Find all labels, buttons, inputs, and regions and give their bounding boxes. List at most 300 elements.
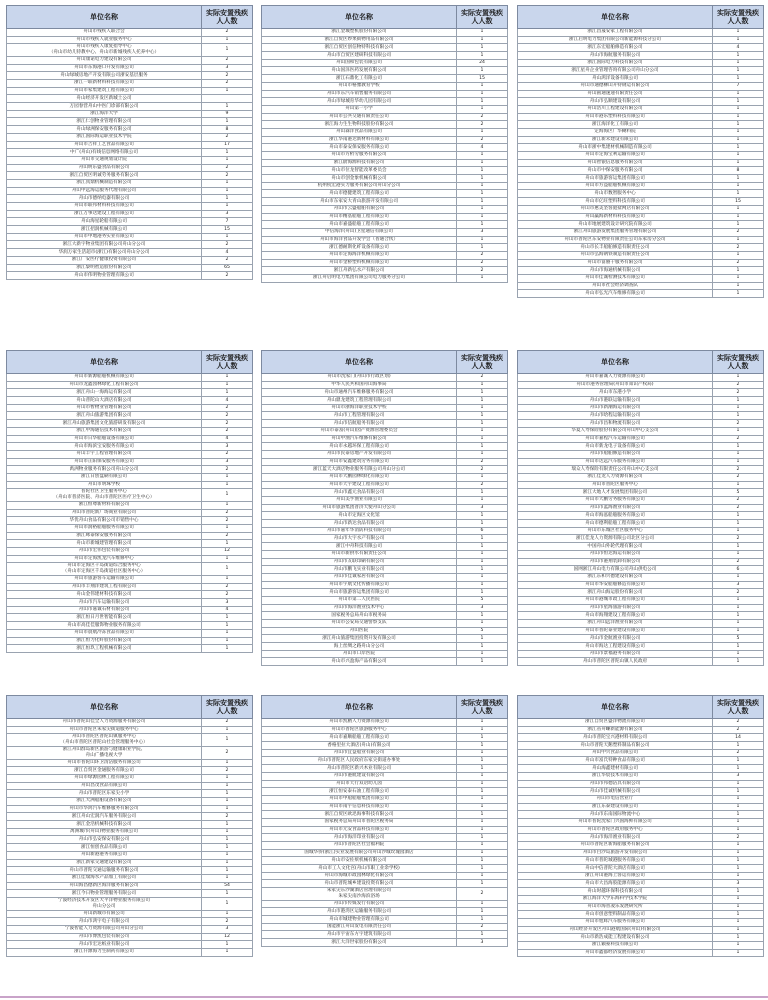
table-row — [7, 203, 253, 211]
table-row — [262, 236, 508, 244]
count-cell: 65 — [202, 264, 253, 272]
count-cell: 1 — [202, 910, 253, 918]
unit-name-cell: 舟山市普陀宝兴港材料有限公司 — [518, 734, 713, 742]
table-row — [7, 149, 253, 157]
table-row — [262, 527, 508, 535]
count-cell: 1 — [457, 52, 508, 60]
count-cell: 1 — [202, 759, 253, 767]
table-row — [7, 103, 253, 111]
unit-name-cell: 浙江恒安泰石油工程有限公司 — [262, 788, 457, 796]
column-header-unit-name: 单位名称 — [7, 696, 202, 719]
count-cell: 2 — [713, 497, 764, 505]
table-row — [518, 842, 764, 850]
table-row — [518, 404, 764, 412]
table-row — [262, 795, 508, 803]
count-cell: 1 — [202, 782, 253, 790]
count-cell: 1 — [202, 844, 253, 852]
count-cell: 1 — [713, 857, 764, 865]
count-cell: 2 — [713, 381, 764, 389]
count-cell: 1 — [457, 908, 508, 916]
table-row — [7, 606, 253, 614]
count-cell: 1 — [713, 573, 764, 581]
count-cell: 1 — [457, 397, 508, 405]
table-row — [262, 742, 508, 750]
count-cell: 1 — [713, 818, 764, 826]
count-cell: 1 — [202, 576, 253, 584]
count-cell: 3 — [202, 599, 253, 607]
unit-name-cell: 舟山市海航服务有限公司 — [518, 52, 713, 60]
unit-name-cell: 浙江舟山旅游集团文化旅游研发有限公司 — [7, 420, 202, 428]
count-cell: 1 — [713, 842, 764, 850]
table-row — [262, 589, 508, 597]
table-row — [518, 128, 764, 136]
unit-name-cell: 舟山市绿城育华幼儿园有限公司 — [262, 98, 457, 106]
table-row — [518, 734, 764, 742]
count-cell: 1 — [202, 828, 253, 836]
table-row — [262, 734, 508, 742]
unit-name-cell: 浙江咏泰保安服务有限公司 — [7, 532, 202, 540]
count-cell: 1 — [713, 612, 764, 620]
unit-name-cell: 浙江舟启明电力集团有限公司电力服务分公司 — [262, 275, 457, 283]
unit-name-cell: 舟山市大昌海胶能源有限公司 — [518, 880, 713, 888]
count-cell: 1 — [457, 275, 508, 283]
table-row — [7, 836, 253, 844]
table-row — [518, 589, 764, 597]
count-cell: 1 — [713, 941, 764, 949]
column-header-count: 实际安置残疾人人数 — [457, 351, 508, 374]
table-row — [262, 144, 508, 152]
unit-name-cell: 浙江万事达建设工程有限公司 — [7, 210, 202, 218]
unit-name-cell: 舟山市吉祥工艺食品有限公司 — [7, 141, 202, 149]
unit-name-cell: 浙江恒玖工程机械有限公司 — [7, 645, 202, 653]
unit-name-cell: 舟山市嘉诚人力资源有限公司 — [518, 374, 713, 382]
unit-name-cell: 舟山市普陀山佳全人力资源服务有限公司 — [7, 719, 202, 727]
unit-name-cell: 国家税务总局舟山市普陀区税务局 — [262, 818, 457, 826]
table-row — [7, 164, 253, 172]
count-cell: 2 — [713, 389, 764, 397]
unit-name-cell: 舟山市第二人民医院 — [262, 596, 457, 604]
table-row — [7, 563, 253, 576]
unit-name-cell: 舟山市普陀交通运输服务有限公司 — [7, 867, 202, 875]
count-cell: 2 — [202, 746, 253, 759]
table-row — [262, 811, 508, 819]
unit-name-cell: 浙江金浩机械科技有限公司 — [7, 821, 202, 829]
unit-name-cell: 浙江国际海运职业技术学院 — [7, 133, 202, 141]
count-cell: 1 — [713, 865, 764, 873]
table-row — [262, 581, 508, 589]
unit-name-cell: 舟山市天宇建设工程有限公司 — [262, 481, 457, 489]
unit-name-cell: 舟山市海洋渔业技术中心 — [262, 604, 457, 612]
count-cell: 2 — [713, 504, 764, 512]
unit-name-cell: 舟山市普陀新广场商业有限公司 — [7, 509, 202, 517]
table-row — [518, 949, 764, 957]
count-cell: 1 — [713, 236, 764, 244]
unit-name-cell: 浙江佳龙人力资源有限公司 — [518, 473, 713, 481]
count-cell: 2 — [202, 813, 253, 821]
table-row — [262, 389, 508, 397]
count-cell: 1 — [713, 36, 764, 44]
column-header-unit-name: 单位名称 — [518, 696, 713, 719]
unit-name-cell: 舟山市普陀区东家尖小学 — [7, 790, 202, 798]
table-row — [518, 573, 764, 581]
count-cell: 1 — [457, 719, 508, 727]
count-cell: 1 — [202, 501, 253, 509]
unit-name-cell: 舟山市普陀区普陀山镇服务中心 （舟山市普陀区普陀山社会管理服务中心） — [7, 734, 202, 747]
unit-name-cell: 舟山市恒达海运有限公司 — [518, 550, 713, 558]
count-cell: 1 — [713, 397, 764, 405]
count-cell: 1 — [202, 948, 253, 956]
unit-name-cell: 舟山海鑫建材有限公司 — [518, 765, 713, 773]
unit-name-cell: 舟山市格雅教育学校 — [262, 82, 457, 90]
table-row — [7, 374, 253, 382]
unit-name-cell: 舟山市定海海洋机械有限公司 — [262, 251, 457, 259]
unit-name-cell: 舟山市普陀区朱家尖街道服务中心 — [7, 726, 202, 734]
table-row — [7, 734, 253, 747]
unit-name-cell: 舟山森洋食品有限公司 — [262, 128, 457, 136]
unit-name-cell: 舟山市港乐塑料科技有限公司 — [518, 113, 713, 121]
unit-name-cell: 舟山市城建物业管理有限公司 — [262, 916, 457, 924]
unit-name-cell: 舟山市传媒发行有限公司 — [262, 900, 457, 908]
count-cell: 2 — [202, 29, 253, 37]
unit-name-cell: 浙江舟山旅游集团有限公司 — [7, 412, 202, 420]
count-cell: 5 — [457, 596, 508, 604]
count-cell: 1 — [202, 524, 253, 532]
count-cell: 1 — [457, 726, 508, 734]
table-row — [7, 874, 253, 882]
table-row — [262, 880, 508, 888]
table-row — [7, 156, 253, 164]
unit-name-cell: 舟山市方益船舶机械有限公司 — [518, 182, 713, 190]
table-row — [262, 420, 508, 428]
table-row — [262, 67, 508, 75]
count-cell: 1 — [457, 520, 508, 528]
count-cell: 3 — [457, 228, 508, 236]
unit-name-cell: 舟山市嘉盛船舶工程有限公司 — [262, 221, 457, 229]
unit-name-cell: 浙江海洋化工有限公司 — [518, 121, 713, 129]
count-cell: 2 — [202, 164, 253, 172]
table-row — [7, 450, 253, 458]
table-row — [262, 167, 508, 175]
unit-name-cell: 舟山市沈家门(舟山市行政区划) — [262, 374, 457, 382]
count-cell: 1 — [713, 412, 764, 420]
table-row — [7, 790, 253, 798]
count-cell: 1 — [713, 282, 764, 290]
count-cell: 1 — [202, 897, 253, 910]
table-row — [7, 481, 253, 489]
unit-name-cell: 舟山市华安船舶修造有限公司 — [518, 581, 713, 589]
unit-name-cell: 舟山市嘉顺船舶工程有限公司 — [262, 734, 457, 742]
unit-name-cell: 舟山市宏伟包装有限公司 — [7, 548, 202, 556]
table-row — [7, 241, 253, 249]
column-header-unit-name: 单位名称 — [262, 696, 457, 719]
table-row — [518, 481, 764, 489]
table-row — [7, 821, 253, 829]
count-cell: 2 — [202, 412, 253, 420]
unit-name-cell: 舟山市永越环保工程有限公司 — [262, 443, 457, 451]
unit-name-cell: 舟山丰宇工程管理有限公司 — [7, 450, 202, 458]
count-cell: 1 — [713, 105, 764, 113]
table-row — [518, 719, 764, 727]
unit-name-cell: 浙江东泰建设有限公司 — [518, 803, 713, 811]
table-row — [7, 782, 253, 790]
unit-name-cell: 舟山中信普陀大酒店有限公司 — [518, 865, 713, 873]
unit-name-cell: 舟山市创意塑料制品有限公司 — [518, 911, 713, 919]
count-cell: 1 — [202, 890, 253, 898]
count-cell: 2 — [457, 458, 508, 466]
unit-name-cell: 舟山市港联运输有限公司 — [518, 397, 713, 405]
table-row — [518, 290, 764, 298]
unit-name-cell: 舟山市大宇水产有限公司 — [262, 535, 457, 543]
table-row — [262, 152, 508, 160]
table-row — [518, 275, 764, 283]
table-row — [262, 205, 508, 213]
count-cell: 4 — [202, 435, 253, 443]
table-row — [262, 939, 508, 947]
count-cell: 3 — [202, 210, 253, 218]
count-cell: 1 — [713, 620, 764, 628]
unit-name-cell: 舟山市港航建设有限公司 — [262, 772, 457, 780]
count-cell: 1 — [202, 489, 253, 502]
count-cell: 2 — [713, 726, 764, 734]
count-cell: 15 — [457, 75, 508, 83]
table-row — [7, 637, 253, 645]
table-row — [518, 811, 764, 819]
unit-name-cell: 舟山市友联印刷有限公司 — [262, 558, 457, 566]
unit-name-cell: 舟山市旅游客运集团有限公司 — [518, 175, 713, 183]
unit-name-cell: 浙江海洋大学 — [7, 110, 202, 118]
count-cell: 1 — [457, 159, 508, 167]
table-row — [7, 509, 253, 517]
unit-name-cell: 舟山市定海区文化馆 — [262, 512, 457, 520]
table-row — [518, 742, 764, 750]
count-cell: 1 — [457, 412, 508, 420]
unit-name-cell: 舟山市东港小学 — [518, 389, 713, 397]
unit-name-cell: 舟山市电信营业厅 — [518, 795, 713, 803]
table-row — [7, 95, 253, 103]
count-cell: 1 — [457, 512, 508, 520]
count-cell: 1 — [713, 757, 764, 765]
unit-name-cell: 舟山市丰翔洋建筑工程有限公司 — [7, 583, 202, 591]
table-row — [518, 865, 764, 873]
unit-name-cell: 浙江恒力化纤股份有限公司 — [7, 637, 202, 645]
unit-name-cell: 浙江蔚海源科技有限公司 — [262, 159, 457, 167]
unit-name-cell: 舟山市普陀区普陀山镇人民政府 — [518, 658, 713, 666]
unit-name-cell: 舟山市蓝海渔业有限公司 — [518, 504, 713, 512]
unit-name-cell: 舟山金伟建材科技有限公司 — [7, 591, 202, 599]
count-cell: 1 — [713, 205, 764, 213]
column-header-count: 实际安置残疾人人数 — [713, 6, 764, 29]
count-cell: 3 — [202, 64, 253, 72]
unit-name-cell: 浙江石鼎化工有限公司 — [262, 75, 457, 83]
count-cell: 1 — [457, 44, 508, 52]
table-row — [262, 726, 508, 734]
column-header-count: 实际安置残疾人人数 — [202, 6, 253, 29]
table-row — [262, 244, 508, 252]
unit-name-cell: 国能浙江舟山发电有限责任公司 — [262, 923, 457, 931]
table-row — [7, 746, 253, 759]
table-row — [262, 381, 508, 389]
unit-name-cell: 舟山市晗程运输有限公司 — [518, 412, 713, 420]
unit-name-cell: 舟山贏海新材料科技有限公司 — [518, 213, 713, 221]
count-cell: 2 — [713, 535, 764, 543]
unit-name-cell: 浙江大洋世家股份有限公司 — [262, 939, 457, 947]
unit-name-cell: 舟山市安鑫建筑劳务有限公司 — [262, 458, 457, 466]
table-row — [262, 818, 508, 826]
count-cell: 1 — [457, 82, 508, 90]
unit-name-cell: 华润万家生活超市(浙江)有限公司舟山分公司 — [7, 249, 202, 257]
unit-name-cell: 浙江颖豪科技有限公司 — [518, 941, 713, 949]
count-cell: 1 — [457, 182, 508, 190]
table-row — [262, 251, 508, 259]
unit-name-cell: 舟山经济开发区新城土公司 — [7, 95, 202, 103]
table-row — [518, 497, 764, 505]
unit-name-cell: 舟山市新潮海运有限公司 — [518, 404, 713, 412]
table-row — [7, 614, 253, 622]
table-row — [7, 941, 253, 949]
table-row — [518, 205, 764, 213]
table-row — [518, 604, 764, 612]
count-cell: 1 — [457, 650, 508, 658]
count-cell: 1 — [713, 872, 764, 880]
table-row — [262, 931, 508, 939]
unit-name-cell: 舟山市嘉程汽车运输有限公司 — [518, 435, 713, 443]
unit-name-cell: 舟山市通德柳山升特钢运有限公司 — [518, 82, 713, 90]
count-cell: 2 — [713, 719, 764, 727]
column-header-count: 实际安置残疾人人数 — [202, 351, 253, 374]
count-cell: 2 — [457, 251, 508, 259]
table-row — [7, 249, 253, 257]
table-row — [262, 228, 508, 236]
count-cell: 6 — [457, 527, 508, 535]
unit-name-cell: 浙江自贸区金通服务有限公司 — [7, 767, 202, 775]
table-row — [518, 780, 764, 788]
unit-name-cell: 国家税务总局舟山市税务局 — [262, 612, 457, 620]
unit-name-cell: 舟山市口岸医院 — [262, 650, 457, 658]
unit-name-cell: 浙江恒尊新材料有限公司 — [7, 501, 202, 509]
unit-name-cell: 浙江中海通信技术有限公司 — [7, 427, 202, 435]
unit-name-cell: 浙江舟山港海上客运有限公司 — [518, 872, 713, 880]
table-row — [7, 458, 253, 466]
table-row — [518, 267, 764, 275]
table-row — [7, 179, 253, 187]
table-row — [7, 859, 253, 867]
unit-name-cell: 浙江自贸区创信物特科技有限公司 — [262, 44, 457, 52]
count-cell: 1 — [457, 381, 508, 389]
unit-name-cell: 浙江舟山海运股份有限公司 — [518, 589, 713, 597]
count-cell: 4 — [202, 397, 253, 405]
table-row — [262, 121, 508, 129]
unit-name-cell: 舟山市定海区千岛街道综合服务中心 （舟山市定海区千岛街道社区服务中心） — [7, 563, 202, 576]
count-cell: 1 — [202, 381, 253, 389]
table-row — [262, 44, 508, 52]
unit-name-cell: 舟山市海翔建设工程有限公司 — [518, 612, 713, 620]
unit-name-cell: 浙江仟源海力生制药有限公司 — [7, 948, 202, 956]
table-row — [262, 473, 508, 481]
table-row — [518, 59, 764, 67]
table-row — [7, 501, 253, 509]
count-cell: 1 — [713, 213, 764, 221]
count-cell: 1 — [713, 512, 764, 520]
count-cell: 9 — [202, 110, 253, 118]
count-cell: 1 — [713, 650, 764, 658]
count-cell: 1 — [202, 179, 253, 187]
table-row — [518, 182, 764, 190]
count-cell: 1 — [713, 374, 764, 382]
table-row — [518, 911, 764, 919]
table-row — [262, 627, 508, 635]
table-row — [7, 645, 253, 653]
unit-name-cell: 禹洲物业服务有限公司舟山分公司 — [7, 466, 202, 474]
unit-name-cell: 舟山浩川工程建设有限公司 — [518, 105, 713, 113]
table-row — [7, 767, 253, 775]
unit-name-cell: 舟山市普陀区人民政府东家尖街道办事处 — [262, 757, 457, 765]
count-cell: 1 — [713, 811, 764, 819]
table-row — [518, 458, 764, 466]
unit-name-cell: 舟山海星轮船有限公司 — [7, 218, 202, 226]
count-cell: 1 — [713, 427, 764, 435]
table-row — [518, 627, 764, 635]
table-row — [7, 882, 253, 890]
unit-name-cell: 浙江仁创物业管理有限公司 — [7, 118, 202, 126]
unit-name-cell: 浙江德耐斯化纤设备有限公司 — [262, 244, 457, 252]
count-cell: 1 — [457, 67, 508, 75]
count-cell: 2 — [202, 80, 253, 88]
table-row — [7, 172, 253, 180]
page-bottom-rule — [0, 996, 768, 998]
table-row — [7, 622, 253, 630]
count-cell: 1 — [202, 645, 253, 653]
table-row — [518, 726, 764, 734]
table-row — [518, 566, 764, 574]
table-row — [518, 934, 764, 942]
unit-name-cell: 中广(舟山)有线信息网络有限公司 — [7, 149, 202, 157]
count-cell: 1 — [457, 489, 508, 497]
count-cell: 1 — [202, 203, 253, 211]
table-row — [7, 381, 253, 389]
unit-name-cell: 浙江大洲船舶设备有限公司 — [7, 798, 202, 806]
unit-name-cell: 舟山市晨航冷冻食品有限公司 — [7, 629, 202, 637]
data-table-7 — [6, 695, 253, 957]
count-cell: 1 — [202, 156, 253, 164]
count-cell: 1 — [457, 435, 508, 443]
count-cell: 3 — [457, 604, 508, 612]
count-cell: 1 — [713, 795, 764, 803]
count-cell: 2 — [457, 267, 508, 275]
count-cell: 1 — [457, 473, 508, 481]
count-cell: 1 — [457, 658, 508, 666]
unit-name-cell: 舟山市定海宝利运输有限公司 — [518, 152, 713, 160]
table-row — [262, 267, 508, 275]
unit-name-cell: 舟山市海城市政园林绿化有限公司 — [262, 872, 457, 880]
table-row — [518, 236, 764, 244]
count-cell: 1 — [457, 757, 508, 765]
count-cell: 1 — [713, 59, 764, 67]
unit-name-cell: 舟山市白沙岛旅游开发有限公司 — [518, 849, 713, 857]
table-row — [262, 620, 508, 628]
count-cell: 2 — [713, 244, 764, 252]
table-row — [262, 29, 508, 37]
table-row — [518, 535, 764, 543]
count-cell: 1 — [713, 267, 764, 275]
count-cell: 2 — [713, 589, 764, 597]
unit-name-cell: 舟山市海达工程建设有限公司 — [518, 643, 713, 651]
table-row — [262, 98, 508, 106]
count-cell: 2 — [457, 136, 508, 144]
table-row — [262, 842, 508, 850]
table-row — [518, 397, 764, 405]
table-row — [262, 504, 508, 512]
unit-name-cell: 浙江星舟企业管理咨询有限公司舟山分公司 — [518, 67, 713, 75]
